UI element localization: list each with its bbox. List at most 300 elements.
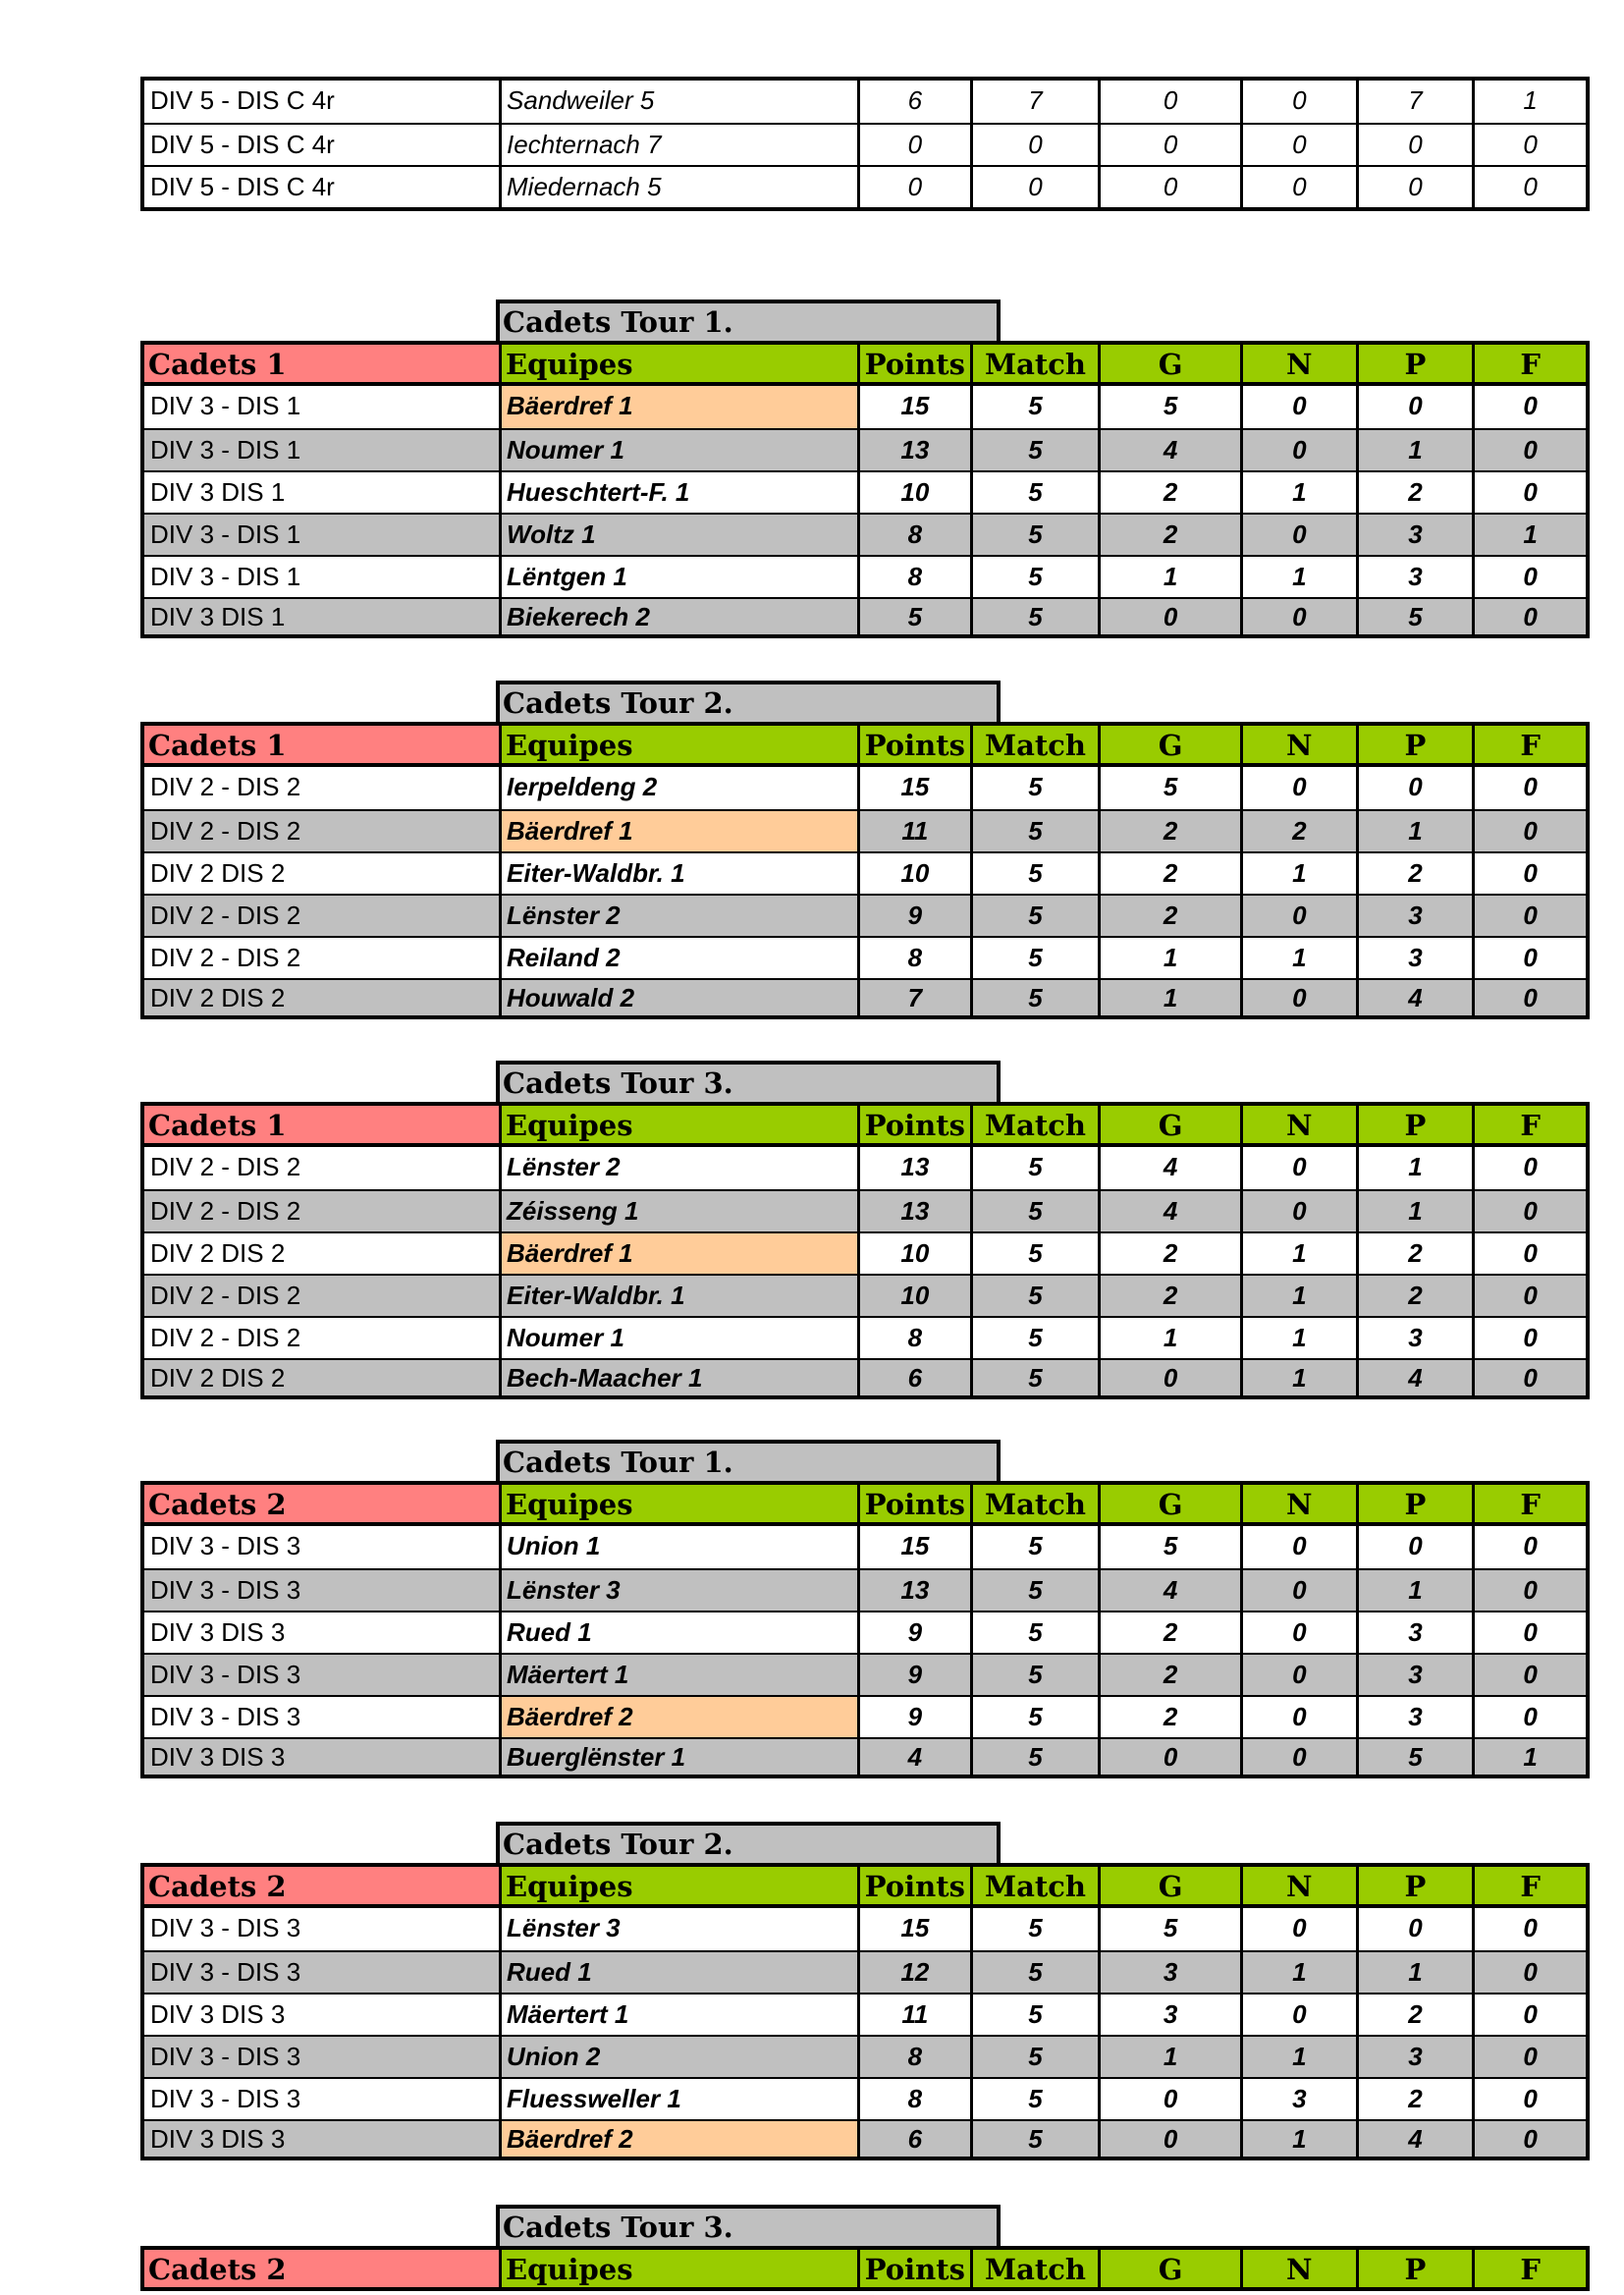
p-header: P <box>1356 2250 1473 2287</box>
g-cell: 1 <box>1098 938 1240 978</box>
highlighted-team-cell: Bäerdref 2 <box>499 2121 857 2157</box>
division-cell: DIV 3 DIS 3 <box>150 1617 286 1647</box>
division-cell: DIV 2 DIS 2 <box>144 980 499 1015</box>
n-cell: 0 <box>1240 1739 1356 1775</box>
points-cell: 15 <box>857 1908 970 1950</box>
n-cell: 0 <box>1240 1612 1356 1653</box>
team-cell: Mäertert 1 <box>499 1994 857 2035</box>
table-row <box>144 767 1586 809</box>
points-cell: 5 <box>857 599 970 634</box>
match-cell: 5 <box>970 1276 1099 1316</box>
match-cell: 5 <box>970 515 1099 555</box>
standings-table <box>140 722 1590 1019</box>
f-cell: 0 <box>1472 1570 1586 1611</box>
f-cell: 0 <box>1472 1612 1586 1653</box>
division-cell: DIV 3 - DIS 1 <box>144 515 499 555</box>
p-cell: 3 <box>1356 1655 1473 1695</box>
p-cell: 3 <box>1356 1318 1473 1358</box>
division-cell: DIV 3 - DIS 1 <box>144 430 499 470</box>
match-cell: 5 <box>970 1147 1099 1189</box>
f-cell: 0 <box>1472 1526 1586 1568</box>
match-cell: 7 <box>970 81 1099 123</box>
standings-table <box>140 2246 1590 2291</box>
p-cell: 2 <box>1356 472 1473 513</box>
team-cell: Lënster 2 <box>499 1147 857 1189</box>
points-cell: 10 <box>857 853 970 894</box>
table-header-row <box>144 1106 1586 1147</box>
p-header: P <box>1356 726 1473 763</box>
f-cell: 0 <box>1472 1697 1586 1737</box>
p-cell: 0 <box>1356 125 1473 165</box>
points-header: Points <box>857 1867 970 1904</box>
g-header: G <box>1098 1485 1240 1522</box>
team-cell: Mäertert 1 <box>499 1655 857 1695</box>
p-header: P <box>1356 1867 1473 1904</box>
n-cell: 0 <box>1240 167 1356 207</box>
match-cell: 5 <box>970 1994 1099 2035</box>
table-row <box>144 1147 1586 1189</box>
match-header: Match <box>970 1485 1099 1522</box>
n-cell: 0 <box>1240 1908 1356 1950</box>
p-cell: 2 <box>1356 1233 1473 1274</box>
match-cell: 5 <box>970 386 1099 428</box>
g-cell: 2 <box>1098 472 1240 513</box>
table-row <box>144 513 1586 555</box>
g-cell: 2 <box>1098 515 1240 555</box>
team-cell: Miedernach 5 <box>499 167 857 207</box>
table-header-row <box>144 1867 1586 1908</box>
g-cell: 4 <box>1098 430 1240 470</box>
g-cell: 2 <box>1098 1612 1240 1653</box>
division-cell: DIV 3 - DIS 3 <box>144 1570 499 1611</box>
points-cell: 13 <box>857 430 970 470</box>
points-cell: 0 <box>857 167 970 207</box>
n-cell: 1 <box>1240 2037 1356 2077</box>
p-header: P <box>1356 1485 1473 1522</box>
team-cell: Fluessweller 1 <box>499 2079 857 2119</box>
p-cell: 1 <box>1356 811 1473 851</box>
match-cell: 5 <box>970 1570 1099 1611</box>
points-cell: 6 <box>857 2121 970 2157</box>
table-row <box>144 123 1586 165</box>
match-cell: 5 <box>970 1526 1099 1568</box>
category-header: Cadets 2 <box>144 2250 499 2287</box>
match-cell: 5 <box>970 811 1099 851</box>
n-header: N <box>1240 2250 1356 2287</box>
team-cell: Hueschtert-F. 1 <box>499 472 857 513</box>
match-cell: 5 <box>970 1612 1099 1653</box>
division-cell: DIV 3 - DIS 3 <box>150 1531 301 1560</box>
points-cell: 15 <box>857 767 970 809</box>
division-cell: DIV 2 - DIS 2 <box>144 811 499 851</box>
highlighted-team-cell: Bäerdref 2 <box>499 1697 857 1737</box>
section-caption: Cadets Tour 2. <box>496 681 1001 722</box>
match-cell: 5 <box>970 1952 1099 1993</box>
highlighted-team-cell: Bäerdref 1 <box>499 386 857 428</box>
table-row <box>144 1993 1586 2035</box>
section-caption: Cadets Tour 2. <box>496 1822 1001 1863</box>
g-cell: 3 <box>1098 1952 1240 1993</box>
n-cell: 1 <box>1240 853 1356 894</box>
section-caption: Cadets Tour 3. <box>496 1061 1001 1102</box>
team-cell: Zéisseng 1 <box>499 1191 857 1231</box>
p-cell: 2 <box>1356 1994 1473 2035</box>
match-cell: 5 <box>970 430 1099 470</box>
g-cell: 2 <box>1098 896 1240 936</box>
f-header: F <box>1472 726 1586 763</box>
f-cell: 1 <box>1472 515 1586 555</box>
points-header: Points <box>857 726 970 763</box>
p-cell: 4 <box>1356 2121 1473 2157</box>
table-row <box>144 2119 1586 2157</box>
g-header: G <box>1098 1867 1240 1904</box>
division-cell: DIV 5 - DIS C 4r <box>150 130 335 159</box>
p-cell: 3 <box>1356 515 1473 555</box>
g-cell: 5 <box>1098 386 1240 428</box>
equipes-header: Equipes <box>499 2250 857 2287</box>
match-header: Match <box>970 1867 1099 1904</box>
division-cell: DIV 2 DIS 2 <box>144 1360 499 1395</box>
section-caption: Cadets Tour 3. <box>496 2205 1001 2246</box>
table-row <box>144 1316 1586 1358</box>
table-row <box>144 1695 1586 1737</box>
n-cell: 1 <box>1240 1952 1356 1993</box>
p-cell: 2 <box>1356 2079 1473 2119</box>
table-row <box>144 386 1586 428</box>
equipes-header: Equipes <box>499 345 857 382</box>
match-cell: 5 <box>970 1318 1099 1358</box>
f-cell: 0 <box>1472 557 1586 597</box>
f-cell: 0 <box>1472 1233 1586 1274</box>
g-cell: 2 <box>1098 1276 1240 1316</box>
division-cell: DIV 2 - DIS 2 <box>150 1152 301 1181</box>
match-cell: 5 <box>970 938 1099 978</box>
f-cell: 0 <box>1472 853 1586 894</box>
f-cell: 0 <box>1472 2037 1586 2077</box>
points-cell: 7 <box>857 980 970 1015</box>
match-cell: 5 <box>970 1233 1099 1274</box>
standings-table <box>140 1481 1590 1778</box>
equipes-header: Equipes <box>499 1485 857 1522</box>
p-cell: 0 <box>1356 386 1473 428</box>
n-cell: 0 <box>1240 1655 1356 1695</box>
n-cell: 1 <box>1240 938 1356 978</box>
division-cell: DIV 3 - DIS 3 <box>144 1655 499 1695</box>
points-cell: 10 <box>857 472 970 513</box>
table-row <box>144 1358 1586 1395</box>
f-cell: 0 <box>1472 125 1586 165</box>
points-cell: 10 <box>857 1276 970 1316</box>
points-cell: 6 <box>857 81 970 123</box>
match-header: Match <box>970 726 1099 763</box>
division-cell: DIV 3 - DIS 3 <box>144 1952 499 1993</box>
p-header: P <box>1356 1106 1473 1143</box>
division-cell: DIV 3 DIS 1 <box>150 477 286 507</box>
team-cell: Sandweiler 5 <box>499 81 857 123</box>
g-cell: 3 <box>1098 1994 1240 2035</box>
p-cell: 3 <box>1356 938 1473 978</box>
match-cell: 5 <box>970 2037 1099 2077</box>
p-cell: 0 <box>1356 767 1473 809</box>
n-cell: 0 <box>1240 1570 1356 1611</box>
p-header: P <box>1356 345 1473 382</box>
points-cell: 8 <box>857 557 970 597</box>
team-cell: Houwald 2 <box>499 980 857 1015</box>
match-header: Match <box>970 345 1099 382</box>
g-header: G <box>1098 2250 1240 2287</box>
f-cell: 0 <box>1472 2079 1586 2119</box>
division-cell: DIV 3 - DIS 3 <box>150 1702 301 1731</box>
match-cell: 5 <box>970 853 1099 894</box>
points-cell: 12 <box>857 1952 970 1993</box>
p-cell: 3 <box>1356 896 1473 936</box>
division-cell: DIV 3 - DIS 3 <box>144 2037 499 2077</box>
table-row <box>144 428 1586 470</box>
g-cell: 2 <box>1098 811 1240 851</box>
team-cell: Eiter-Waldbr. 1 <box>499 1276 857 1316</box>
f-cell: 0 <box>1472 1360 1586 1395</box>
g-cell: 4 <box>1098 1147 1240 1189</box>
match-cell: 5 <box>970 1739 1099 1775</box>
table-row <box>144 1231 1586 1274</box>
g-cell: 1 <box>1098 557 1240 597</box>
n-header: N <box>1240 345 1356 382</box>
f-cell: 0 <box>1472 896 1586 936</box>
division-cell: DIV 3 DIS 1 <box>144 599 499 634</box>
table-row <box>144 978 1586 1015</box>
team-cell: Rued 1 <box>499 1952 857 1993</box>
g-cell: 5 <box>1098 1526 1240 1568</box>
division-cell: DIV 2 - DIS 2 <box>144 1191 499 1231</box>
match-cell: 5 <box>970 980 1099 1015</box>
equipes-header: Equipes <box>499 1867 857 1904</box>
g-cell: 0 <box>1098 2079 1240 2119</box>
g-cell: 0 <box>1098 1739 1240 1775</box>
n-cell: 0 <box>1240 1191 1356 1231</box>
match-cell: 5 <box>970 896 1099 936</box>
p-cell: 4 <box>1356 1360 1473 1395</box>
n-cell: 2 <box>1240 811 1356 851</box>
f-cell: 0 <box>1472 386 1586 428</box>
standings-table <box>140 1102 1590 1399</box>
f-cell: 0 <box>1472 1191 1586 1231</box>
g-cell: 5 <box>1098 1908 1240 1950</box>
match-cell: 5 <box>970 767 1099 809</box>
team-cell: Bech-Maacher 1 <box>499 1360 857 1395</box>
team-cell: Reiland 2 <box>499 938 857 978</box>
g-cell: 0 <box>1098 125 1240 165</box>
division-cell: DIV 2 - DIS 2 <box>150 1323 301 1352</box>
g-header: G <box>1098 1106 1240 1143</box>
division-cell: DIV 3 DIS 3 <box>144 2121 499 2157</box>
p-cell: 1 <box>1356 1570 1473 1611</box>
f-cell: 0 <box>1472 2121 1586 2157</box>
division-cell: DIV 2 - DIS 2 <box>150 943 301 972</box>
table-row <box>144 165 1586 207</box>
g-cell: 2 <box>1098 1233 1240 1274</box>
match-cell: 5 <box>970 1697 1099 1737</box>
highlighted-team-cell: Bäerdref 1 <box>499 1233 857 1274</box>
n-cell: 0 <box>1240 515 1356 555</box>
f-header: F <box>1472 1867 1586 1904</box>
division-cell: DIV 3 - DIS 1 <box>150 391 301 420</box>
points-cell: 15 <box>857 386 970 428</box>
team-cell: Rued 1 <box>499 1612 857 1653</box>
p-cell: 3 <box>1356 1612 1473 1653</box>
standings-table <box>140 341 1590 638</box>
points-header: Points <box>857 1485 970 1522</box>
g-cell: 4 <box>1098 1191 1240 1231</box>
team-cell: Noumer 1 <box>499 430 857 470</box>
f-cell: 0 <box>1472 1994 1586 2035</box>
n-cell: 1 <box>1240 472 1356 513</box>
points-cell: 11 <box>857 811 970 851</box>
category-header: Cadets 1 <box>144 345 499 382</box>
category-header: Cadets 1 <box>144 726 499 763</box>
p-cell: 5 <box>1356 599 1473 634</box>
division-cell: DIV 5 - DIS C 4r <box>150 172 335 201</box>
points-cell: 8 <box>857 2037 970 2077</box>
division-cell: DIV 5 - DIS C 4r <box>150 85 335 115</box>
n-cell: 3 <box>1240 2079 1356 2119</box>
n-cell: 0 <box>1240 386 1356 428</box>
points-cell: 13 <box>857 1570 970 1611</box>
n-header: N <box>1240 726 1356 763</box>
f-cell: 0 <box>1472 1276 1586 1316</box>
section-caption: Cadets Tour 1. <box>496 1440 1001 1481</box>
points-cell: 8 <box>857 515 970 555</box>
n-cell: 0 <box>1240 767 1356 809</box>
g-cell: 1 <box>1098 2037 1240 2077</box>
points-cell: 8 <box>857 2079 970 2119</box>
points-cell: 10 <box>857 1233 970 1274</box>
match-cell: 0 <box>970 125 1099 165</box>
match-cell: 5 <box>970 557 1099 597</box>
f-header: F <box>1472 1106 1586 1143</box>
standings-table <box>140 1863 1590 2160</box>
f-cell: 0 <box>1472 1147 1586 1189</box>
n-cell: 0 <box>1240 1526 1356 1568</box>
points-header: Points <box>857 345 970 382</box>
points-cell: 0 <box>857 125 970 165</box>
table-row <box>144 1526 1586 1568</box>
table-row <box>144 555 1586 597</box>
n-cell: 0 <box>1240 1994 1356 2035</box>
division-cell: DIV 2 DIS 2 <box>150 1238 286 1268</box>
f-cell: 0 <box>1472 167 1586 207</box>
points-cell: 9 <box>857 1612 970 1653</box>
f-cell: 1 <box>1472 1739 1586 1775</box>
team-cell: Union 1 <box>499 1526 857 1568</box>
division-cell: DIV 2 - DIS 2 <box>144 1276 499 1316</box>
top-continuation-table <box>140 77 1590 211</box>
g-cell: 0 <box>1098 599 1240 634</box>
points-cell: 4 <box>857 1739 970 1775</box>
points-cell: 8 <box>857 938 970 978</box>
category-header: Cadets 2 <box>144 1485 499 1522</box>
n-cell: 0 <box>1240 980 1356 1015</box>
n-cell: 0 <box>1240 1147 1356 1189</box>
g-cell: 1 <box>1098 980 1240 1015</box>
n-header: N <box>1240 1485 1356 1522</box>
n-cell: 1 <box>1240 1233 1356 1274</box>
team-cell: Ierpeldeng 2 <box>499 767 857 809</box>
f-cell: 0 <box>1472 599 1586 634</box>
team-cell: Lënster 3 <box>499 1570 857 1611</box>
f-cell: 0 <box>1472 1952 1586 1993</box>
g-cell: 2 <box>1098 1697 1240 1737</box>
match-cell: 5 <box>970 1908 1099 1950</box>
table-row <box>144 1611 1586 1653</box>
table-row <box>144 1568 1586 1611</box>
division-cell: DIV 3 - DIS 3 <box>150 1913 301 1942</box>
table-row <box>144 809 1586 851</box>
g-header: G <box>1098 345 1240 382</box>
n-cell: 1 <box>1240 2121 1356 2157</box>
p-cell: 1 <box>1356 1191 1473 1231</box>
points-cell: 15 <box>857 1526 970 1568</box>
p-cell: 3 <box>1356 1697 1473 1737</box>
n-cell: 0 <box>1240 125 1356 165</box>
points-cell: 9 <box>857 1655 970 1695</box>
table-row <box>144 1189 1586 1231</box>
p-cell: 0 <box>1356 1526 1473 1568</box>
table-row <box>144 1653 1586 1695</box>
team-cell: Eiter-Waldbr. 1 <box>499 853 857 894</box>
p-cell: 4 <box>1356 980 1473 1015</box>
table-row <box>144 1737 1586 1775</box>
division-cell: DIV 3 - DIS 3 <box>150 2084 301 2113</box>
p-cell: 5 <box>1356 1739 1473 1775</box>
points-cell: 13 <box>857 1191 970 1231</box>
f-header: F <box>1472 345 1586 382</box>
highlighted-team-cell: Bäerdref 1 <box>499 811 857 851</box>
team-cell: Buerglënster 1 <box>499 1739 857 1775</box>
equipes-header: Equipes <box>499 726 857 763</box>
g-cell: 0 <box>1098 81 1240 123</box>
g-header: G <box>1098 726 1240 763</box>
division-cell: DIV 3 DIS 3 <box>150 1999 286 2029</box>
team-cell: Lëntgen 1 <box>499 557 857 597</box>
table-header-row <box>144 1485 1586 1526</box>
match-header: Match <box>970 1106 1099 1143</box>
match-cell: 5 <box>970 1191 1099 1231</box>
table-row <box>144 894 1586 936</box>
n-cell: 0 <box>1240 599 1356 634</box>
section-caption: Cadets Tour 1. <box>496 300 1001 341</box>
g-cell: 4 <box>1098 1570 1240 1611</box>
category-header: Cadets 2 <box>144 1867 499 1904</box>
f-cell: 0 <box>1472 767 1586 809</box>
n-header: N <box>1240 1867 1356 1904</box>
p-cell: 3 <box>1356 557 1473 597</box>
points-cell: 8 <box>857 1318 970 1358</box>
points-cell: 6 <box>857 1360 970 1395</box>
p-cell: 2 <box>1356 853 1473 894</box>
f-cell: 0 <box>1472 980 1586 1015</box>
division-cell: DIV 3 - DIS 1 <box>150 562 301 591</box>
points-cell: 9 <box>857 896 970 936</box>
table-header-row <box>144 345 1586 386</box>
p-cell: 0 <box>1356 167 1473 207</box>
division-cell: DIV 2 - DIS 2 <box>144 896 499 936</box>
match-header: Match <box>970 2250 1099 2287</box>
n-cell: 0 <box>1240 1697 1356 1737</box>
n-cell: 1 <box>1240 1360 1356 1395</box>
points-header: Points <box>857 1106 970 1143</box>
g-cell: 2 <box>1098 1655 1240 1695</box>
f-header: F <box>1472 2250 1586 2287</box>
